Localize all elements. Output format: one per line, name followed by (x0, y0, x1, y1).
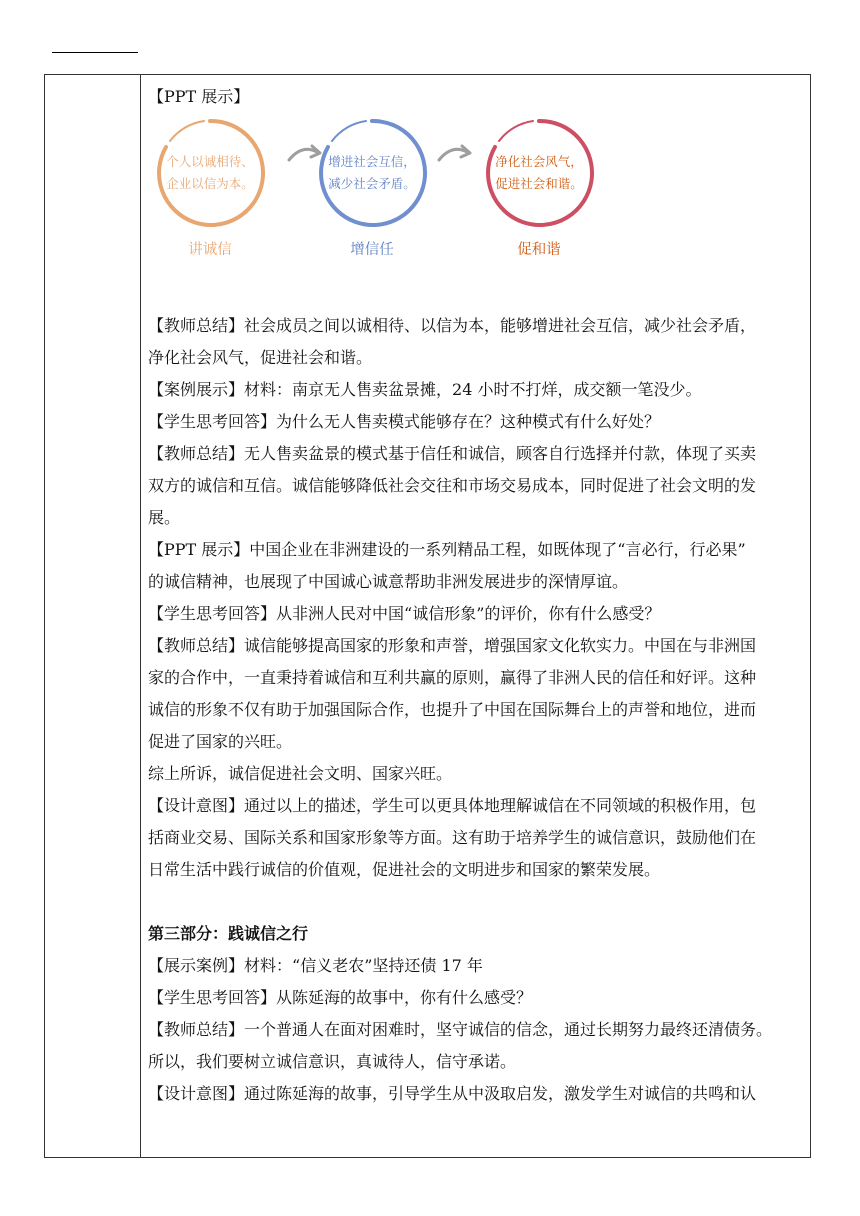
paragraph-text: 括商业交易、国际关系和国家形象等方面。这有助于培养学生的诚信意识，鼓励他们在 (148, 828, 757, 847)
ppt-heading: 【PPT 展示】 (148, 87, 250, 106)
paragraph-tag: 【学生思考回答】 (148, 604, 277, 623)
paragraph-text: 家的合作中，一直秉持着诚信和互利共赢的原则，赢得了非洲人民的信任和好评。这种 (148, 668, 757, 687)
paragraph-tag: 【案例展示】 (148, 380, 245, 399)
diagram-label: 讲诚信 (188, 242, 232, 258)
paragraph-line (148, 534, 804, 566)
paragraph-tag: 【设计意图】 (148, 1084, 245, 1103)
lesson-body-part3 (148, 950, 804, 1110)
paragraph-text: 的诚信精神，也展现了中国诚心诚意帮助非洲发展进步的深情厚谊。 (148, 572, 629, 591)
paragraph-text: 展。 (148, 508, 181, 527)
paragraph-line (148, 502, 804, 534)
paragraph-text: 材料：“信义老农”坚持还债 17 年 (244, 956, 483, 975)
paragraph-text: 日常生活中践行诚信的价值观，促进社会的文明进步和国家的繁荣发展。 (148, 860, 661, 879)
paragraph-tag: 【教师总结】 (148, 1020, 245, 1039)
paragraph-line (148, 438, 804, 470)
section-title: 第三部分：践诚信之行 (148, 924, 309, 943)
paragraph-text: 综上所诉，诚信促进社会文明、国家兴旺。 (148, 764, 453, 783)
content-cell (148, 81, 804, 1110)
paragraph-text: 净化社会风气，促进社会和谐。 (148, 348, 373, 367)
diagram-label: 促和谐 (517, 242, 561, 258)
circle-text: 增进社会互信， 减少社会矛盾。 (328, 154, 416, 191)
paragraph-text: 通过陈延海的故事，引导学生从中汲取启发，激发学生对诚信的共鸣和认 (244, 1084, 757, 1103)
paragraph-text: 为什么无人售卖模式能够存在？这种模式有什么好处？ (276, 412, 661, 431)
paragraph-tag: 【展示案例】 (148, 956, 245, 975)
paragraph-line (148, 758, 804, 790)
paragraph-text: 促进了国家的兴旺。 (148, 732, 293, 751)
paragraph-line (148, 470, 804, 502)
paragraph-text: 中国企业在非洲建设的一系列精品工程，如既体现了“言必行，行必果” (249, 540, 746, 559)
paragraph-line (148, 406, 804, 438)
ppt-diagram (148, 113, 804, 310)
paragraph-tag: 【学生思考回答】 (148, 412, 277, 431)
paragraph-line (148, 854, 804, 886)
lesson-body-part2 (148, 310, 804, 886)
paragraph-tag: 【教师总结】 (148, 636, 245, 655)
paragraph-text: 从陈延海的故事中，你有什么感受？ (276, 988, 533, 1007)
paragraph-line (148, 982, 804, 1014)
header-rule (52, 52, 138, 53)
paragraph-line (148, 566, 804, 598)
paragraph-line (148, 342, 804, 374)
curved-arrow-icon (436, 141, 476, 165)
paragraph-text: 从非洲人民对中国“诚信形象”的评价，你有什么感受？ (276, 604, 661, 623)
paragraph-line (148, 950, 804, 982)
paragraph-line (148, 598, 804, 630)
paragraph-tag: 【学生思考回答】 (148, 988, 277, 1007)
paragraph-text: 通过以上的描述，学生可以更具体地理解诚信在不同领域的积极作用，包 (244, 796, 757, 815)
paragraph-line (148, 1078, 804, 1110)
paragraph-text: 无人售卖盆景的模式基于信任和诚信，顾客自行选择并付款，体现了买卖 (244, 444, 757, 463)
paragraph-text: 材料：南京无人售卖盆景摊，24 小时不打烊，成交额一笔没少。 (244, 380, 702, 399)
paragraph-line (148, 1014, 804, 1046)
paragraph-tag: 【教师总结】 (148, 316, 245, 335)
paragraph-line (148, 1046, 804, 1078)
paragraph-tag: 【设计意图】 (148, 796, 245, 815)
paragraph-line (148, 694, 804, 726)
paragraph-line (148, 822, 804, 854)
paragraph-line (148, 726, 804, 758)
paragraph-tag: 【教师总结】 (148, 444, 245, 463)
paragraph-line (148, 662, 804, 694)
paragraph-text: 一个普通人在面对困难时，坚守诚信的信念，通过长期努力最终还清债务。 (244, 1020, 773, 1039)
circle-text: 个人以诚相待、 企业以信为本。 (166, 154, 254, 191)
diagram-label: 增信任 (350, 242, 394, 258)
paragraph-line (148, 790, 804, 822)
paragraph-text: 所以，我们要树立诚信意识，真诚待人，信守承诺。 (148, 1052, 517, 1071)
column-divider (140, 75, 141, 1157)
paragraph-text: 诚信的形象不仅有助于加强国际合作，也提升了中国在国际舞台上的声誉和地位，进而 (148, 700, 757, 719)
paragraph-tag: 【PPT 展示】 (148, 540, 250, 559)
paragraph-text: 社会成员之间以诚相待、以信为本，能够增进社会互信，减少社会矛盾， (244, 316, 757, 335)
paragraph-line (148, 310, 804, 342)
lesson-table (44, 74, 811, 1158)
paragraph-text: 诚信能够提高国家的形象和声誉，增强国家文化软实力。中国在与非洲国 (244, 636, 757, 655)
paragraph-text: 双方的诚信和互信。诚信能够降低社会交往和市场交易成本，同时促进了社会文明的发 (148, 476, 757, 495)
circle-text: 净化社会风气， 促进社会和谐。 (495, 154, 583, 191)
paragraph-line (148, 374, 804, 406)
paragraph-line (148, 630, 804, 662)
